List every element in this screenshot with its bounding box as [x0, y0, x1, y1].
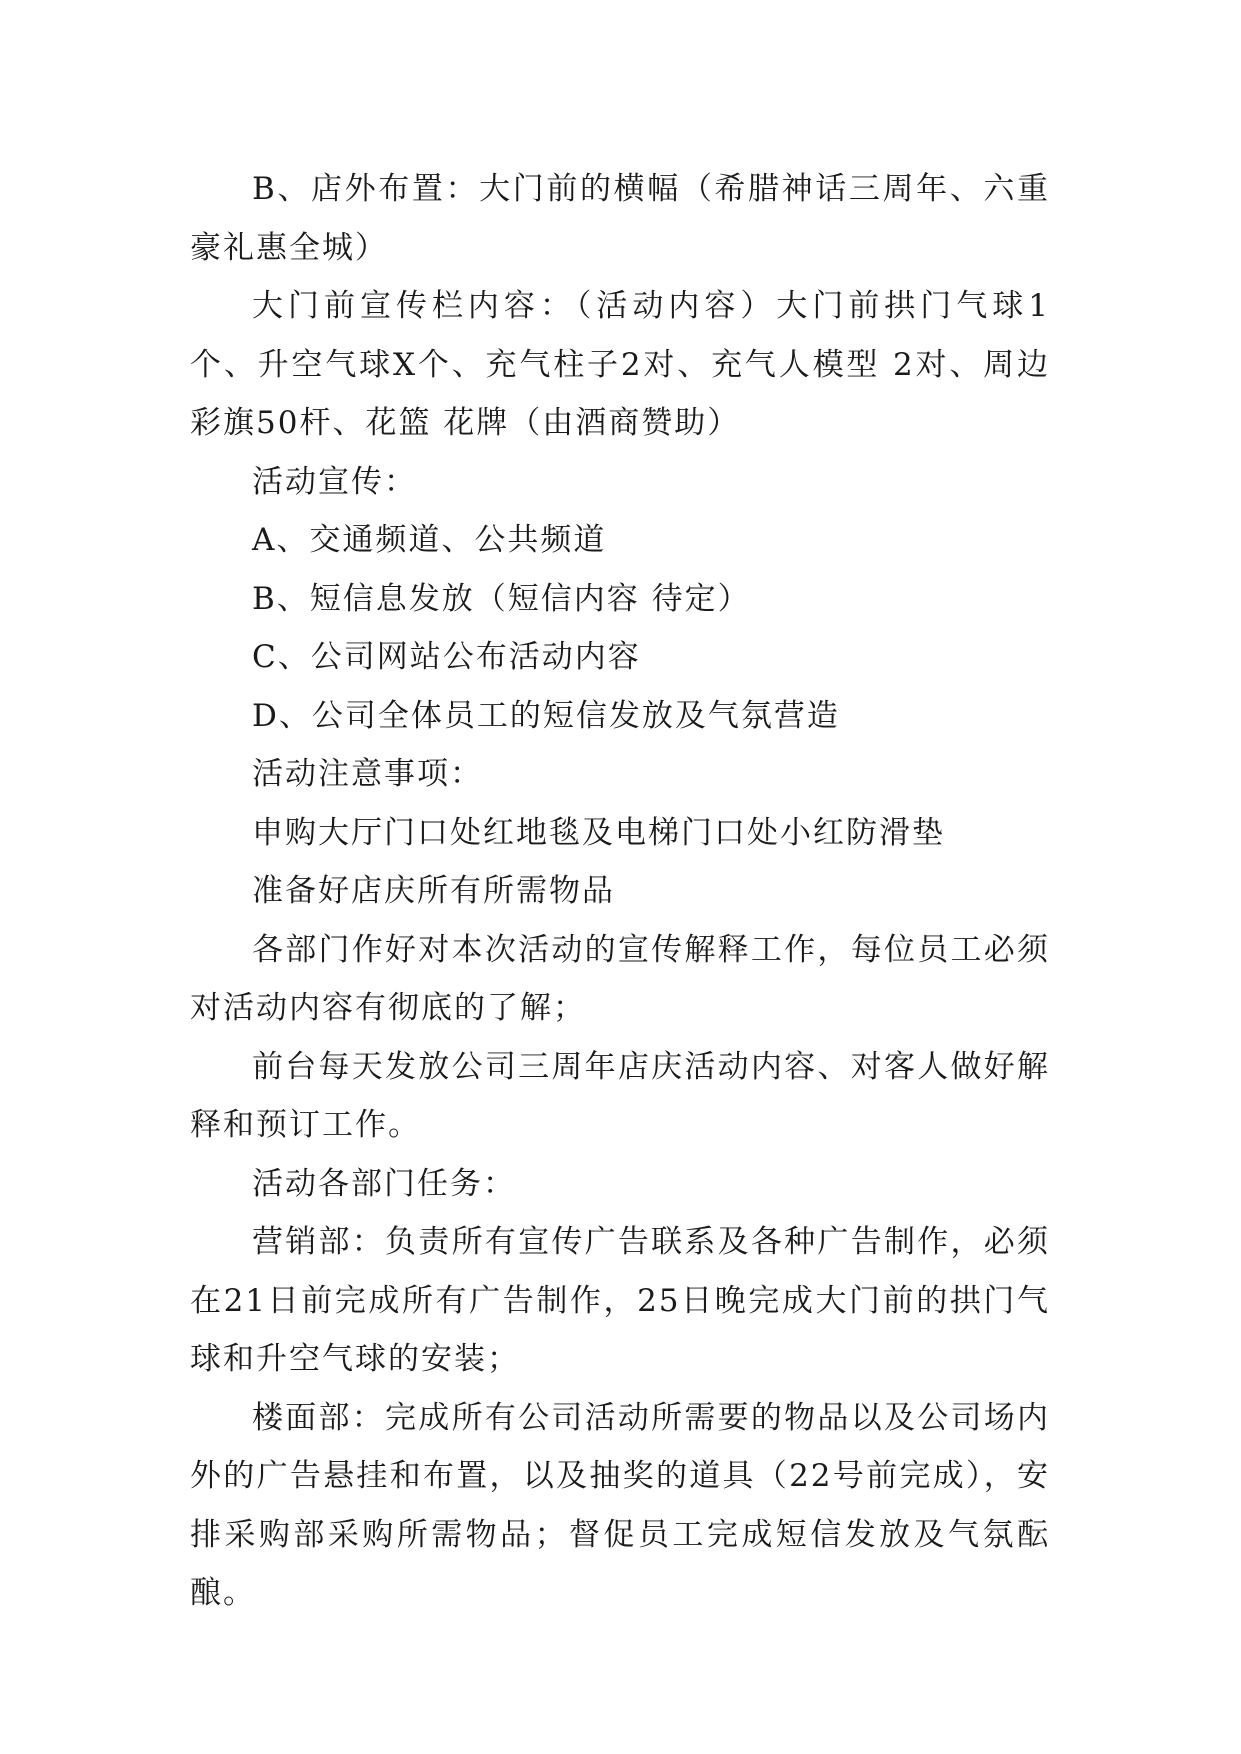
heading-notes: 活动注意事项：	[252, 756, 483, 792]
paragraph-outdoor-layout: B、店外布置：大门前的横幅（希腊神话三周年、六重豪礼惠全城）	[190, 171, 1050, 266]
list-item-promotion-c: C、公司网站公布活动内容	[252, 639, 641, 675]
list-item-promotion-b: B、短信息发放（短信内容 待定）	[252, 580, 751, 617]
heading-promotion: 活动宣传：	[252, 463, 417, 500]
paragraph-note-carpet: 申购大厅门口处红地毯及电梯门口处小红防滑垫	[252, 814, 945, 851]
list-item-promotion-a: A、交通频道、公共频道	[252, 522, 607, 558]
list-item-promotion-d: D、公司全体员工的短信发放及气氛营造	[252, 697, 840, 734]
paragraph-note-departments: 各部门作好对本次活动的宣传解释工作，每位员工必须对活动内容有彻底的了解；	[190, 931, 1050, 1026]
document-page	[190, 160, 1050, 1623]
heading-department-tasks: 活动各部门任务：	[252, 1165, 516, 1202]
paragraph-bulletin-board: 大门前宣传栏内容：（活动内容）大门前拱门气球1个、升空气球X个、充气柱子2对、充气人模型 2对、周边彩旗50杆、花篮 花牌（由酒商赞助）	[190, 288, 1050, 441]
paragraph-task-floor: 楼面部：完成所有公司活动所需要的物品以及公司场内外的广告悬挂和布置，以及抽奖的道具（22号前完成），安排采购部采购所需物品；督促员工完成短信发放及气氛酝酿。	[190, 1399, 1050, 1611]
paragraph-note-front-desk: 前台每天发放公司三周年店庆活动内容、对客人做好解释和预订工作。	[190, 1048, 1050, 1143]
paragraph-note-supplies: 准备好店庆所有所需物品	[252, 873, 615, 909]
paragraph-task-marketing: 营销部：负责所有宣传广告联系及各种广告制作，必须在21日前完成所有广告制作，25日晚完成大门前的拱门气球和升空气球的安装；	[190, 1224, 1050, 1377]
